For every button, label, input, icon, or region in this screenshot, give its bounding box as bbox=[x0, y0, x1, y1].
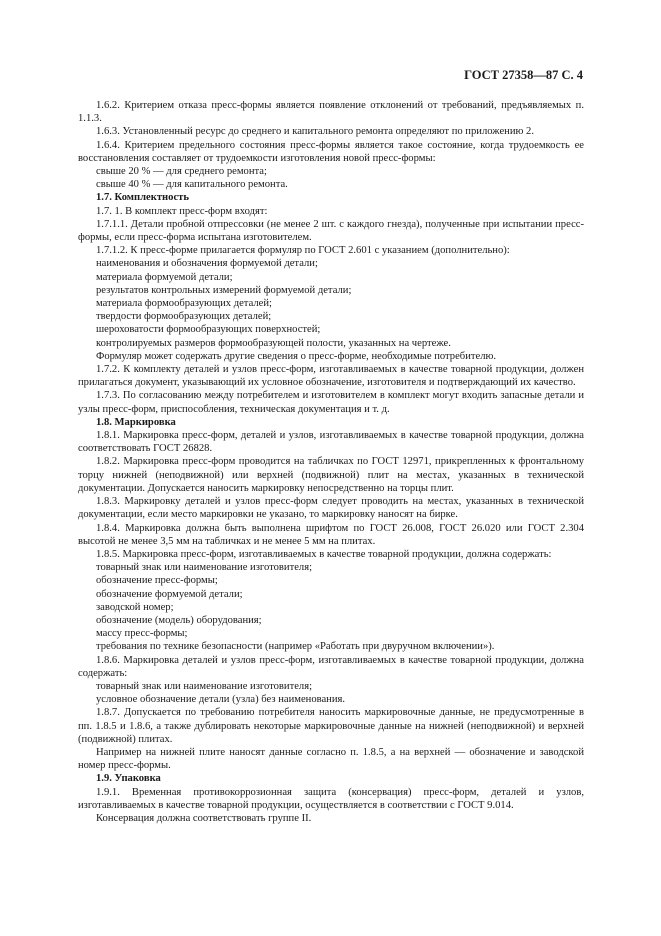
list-item: свыше 40 % — для капитального ремонта. bbox=[96, 179, 288, 191]
para-1-7-1: 1.7. 1. В комплект пресс-форм входят: bbox=[96, 205, 268, 217]
list-item: товарный знак или наименование изготовителя; bbox=[96, 562, 313, 574]
list-item: условное обозначение детали (узла) без наименования. bbox=[96, 694, 346, 706]
para-1-7-1-2: 1.7.1.2. К пресс-форме прилагается формуляр по ГОСТ 2.601 с указанием (дополнительно): bbox=[96, 245, 510, 257]
list-item: шероховатости формообразующих поверхностей; bbox=[96, 324, 321, 336]
list-item: товарный знак или наименование изготовителя; bbox=[96, 680, 313, 692]
para-1-8-7: 1.8.7. Допускается по требованию потребителя наносить маркировочные данные, не предусмотренные в пп. 1.8.5 и 1.8.6, а также дублировать некоторые маркировочные данные на нижней (неподвижной) и верхней (подвижной) плитах. bbox=[78, 707, 584, 745]
para-1-7-1-1: 1.7.1.1. Детали пробной отпрессовки (не менее 2 шт. с каждого гнезда), полученные при испытании пресс-формы, если пресс-форма испытана изготовителем. bbox=[78, 218, 584, 244]
list-item: требования по технике безопасности (например «Работать при двуручном включении»). bbox=[96, 641, 495, 653]
list-item: результатов контрольных измерений формуемой детали; bbox=[96, 284, 352, 296]
para-1-9-1: 1.9.1. Временная противокоррозионная защита (консервация) пресс-форм, деталей и узлов, изготавливаемых в качестве товарной продукции, осуществляется в соответствии с ГОСТ 9.014. bbox=[78, 786, 584, 811]
list-item: свыше 20 % — для среднего ремонта; bbox=[96, 166, 267, 178]
list-item: обозначение пресс-формы; bbox=[96, 575, 218, 587]
document-body bbox=[78, 99, 584, 825]
para-1-8-6: 1.8.6. Маркировка деталей и узлов пресс-форм, изготавливаемых в качестве товарной продукции, должна содержать: bbox=[78, 654, 584, 679]
list-item: обозначение (модель) оборудования; bbox=[96, 614, 262, 626]
para-1-6-2: 1.6.2. Критерием отказа пресс-формы является появление отклонений от требований, предъявляемых п. 1.1.3. bbox=[78, 100, 584, 125]
section-heading-1-9: 1.9. Упаковка bbox=[96, 773, 161, 785]
para-1-8-2: 1.8.2. Маркировка пресс-форм проводится на табличках по ГОСТ 12971, прикрепленных к фронтальному торцу нижней (неподвижной) или верхней (подвижной) плит на местах, указанных в технической документации. Допускается наносить маркировку непосредственно на торцы плит. bbox=[78, 456, 584, 494]
page-header: ГОСТ 27358—87 С. 4 bbox=[464, 68, 583, 82]
list-item: массу пресс-формы; bbox=[96, 628, 188, 640]
para-1-7-3: 1.7.3. По согласованию между потребителем и изготовителем в комплект могут входить запасные детали и узлы пресс-форм, приспособления, техническая документация и т. д. bbox=[78, 390, 584, 415]
section-heading-1-7: 1.7. Комплектность bbox=[96, 192, 189, 204]
para-1-7-2: 1.7.2. К комплекту деталей и узлов пресс-форм, изготавливаемых в качестве товарной продукции, должен прилагаться документ, указывающий их условное обозначение, изготовителя и подтверждающий их качество. bbox=[78, 364, 584, 389]
para-1-8-4: 1.8.4. Маркировка должна быть выполнена шрифтом по ГОСТ 26.008, ГОСТ 26.020 или ГОСТ 2.304 высотой не менее 3,5 мм на табличках и не менее 5 мм на плитах. bbox=[78, 522, 584, 547]
list-item: твердости формообразующих деталей; bbox=[96, 311, 272, 323]
list-item: заводской номер; bbox=[96, 601, 174, 613]
paragraph: Консервация должна соответствовать группе II. bbox=[96, 812, 312, 824]
para-1-6-3: 1.6.3. Установленный ресурс до среднего и капитального ремонта определяют по приложению 2. bbox=[96, 126, 534, 138]
section-heading-1-8: 1.8. Маркировка bbox=[96, 416, 176, 428]
list-item: контролируемых размеров формообразующей полости, указанных на чертеже. bbox=[96, 337, 451, 349]
list-item: обозначение формуемой детали; bbox=[96, 588, 243, 600]
list-item: материала формуемой детали; bbox=[96, 271, 233, 283]
para-1-6-4: 1.6.4. Критерием предельного состояния пресс-формы является такое состояние, когда трудоемкость ее восстановления составляет от трудоемкости изготовления новой пресс-формы: bbox=[78, 139, 584, 164]
list-item: наименования и обозначения формуемой детали; bbox=[96, 258, 318, 270]
para-1-8-3: 1.8.3. Маркировку деталей и узлов пресс-форм следует проводить на местах, указанных в технической документации, если место маркировки не указано, то маркировку наносят на бирке. bbox=[78, 496, 584, 521]
paragraph: Например на нижней плите наносят данные согласно п. 1.8.5, а на верхней — обозначение и заводской номер пресс-формы. bbox=[78, 746, 584, 772]
para-1-8-5: 1.8.5. Маркировка пресс-форм, изготавливаемых в качестве товарной продукции, должна содержать: bbox=[96, 548, 552, 560]
paragraph: Формуляр может содержать другие сведения о пресс-форме, необходимые потребителю. bbox=[96, 350, 497, 362]
para-1-8-1: 1.8.1. Маркировка пресс-форм, деталей и узлов, изготавливаемых в качестве товарной продукции, должна соответствовать ГОСТ 26828. bbox=[78, 430, 584, 455]
list-item: материала формообразующих деталей; bbox=[96, 298, 272, 310]
